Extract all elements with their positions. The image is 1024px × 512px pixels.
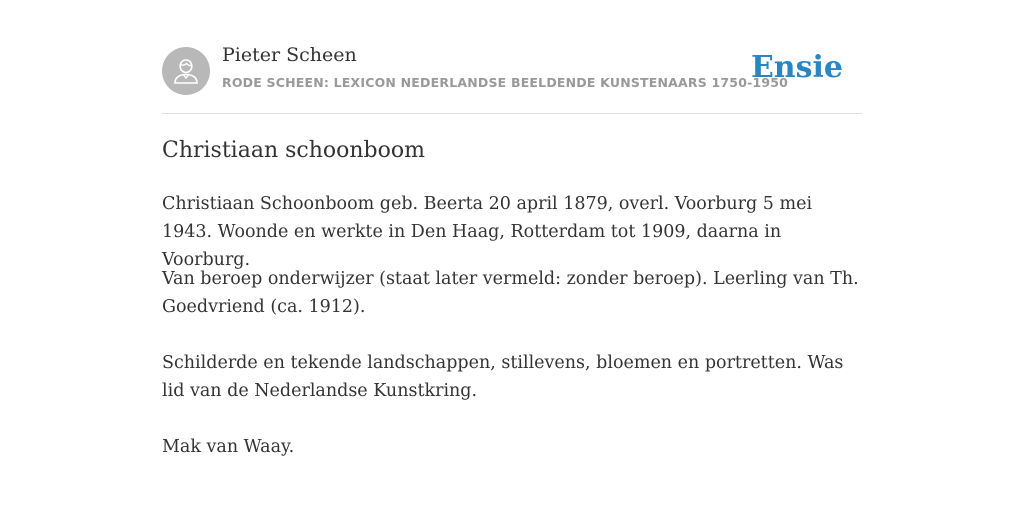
ensie-logo[interactable]: Ensie	[750, 50, 843, 85]
article-header	[162, 0, 862, 114]
user-icon	[173, 57, 199, 85]
article-card	[162, 0, 862, 457]
source-title[interactable]: RODE SCHEEN: LEXICON NEDERLANDSE BEELDENDE KUNSTENAARS 1750-1950	[222, 75, 789, 90]
article-paragraph: Mak van Waay.	[162, 437, 295, 457]
article-paragraph: Christiaan Schoonboom geb. Beerta 20 april 1879, overl. Voorburg 5 mei 1943. Woonde en werkte in Den Haag, Rotterdam tot 1909, daarna in Voorburg.	[162, 194, 813, 270]
article-paragraph: Van beroep onderwijzer (staat later vermeld: zonder beroep). Leerling van Th. Goedvriend (ca. 1912).	[162, 269, 859, 317]
article-title: Christiaan schoonboom	[162, 138, 425, 163]
author-avatar[interactable]	[162, 47, 210, 95]
author-name[interactable]: Pieter Scheen	[222, 44, 357, 66]
article-paragraph: Schilderde en tekende landschappen, stillevens, bloemen en portretten. Was lid van de Nederlandse Kunstkring.	[162, 353, 844, 401]
